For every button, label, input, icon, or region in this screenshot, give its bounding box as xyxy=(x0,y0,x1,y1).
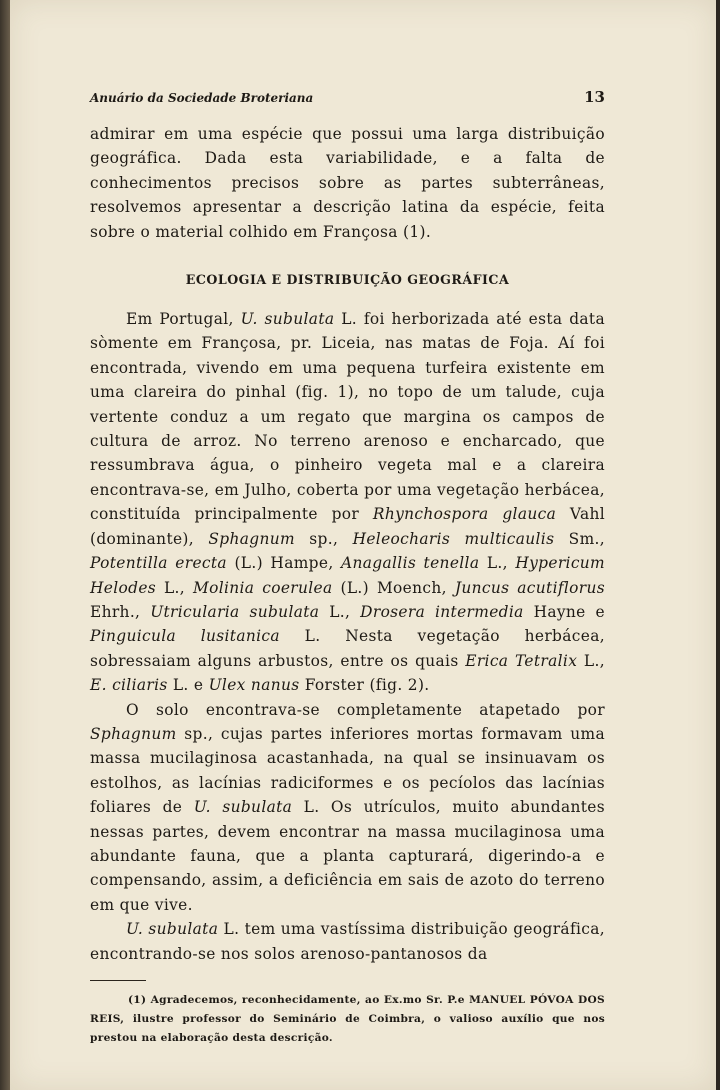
species-name: Drosera intermedia xyxy=(360,602,524,621)
book-page xyxy=(10,0,716,1090)
species-name: Erica Tetralix xyxy=(465,651,578,670)
paragraph-soil: O solo encontrava-se completamente atapetado por Sphagnum sp., cujas partes inferiores mortas formavam uma massa mucilaginosa acastanhada, na qual se insinuavam os estolhos, as lacínias radiciformes e os pecíolos das lacínias foliares de U. subulata L. Os utrículos, muito abundantes nessas partes, devem encontrar na massa mucilaginosa uma abundante fauna, que a planta capturará, digerindo-a e compensando, assim, a deficiência em sais de azoto do terreno em que vive. xyxy=(90,700,606,914)
species-name: Pinguicula lusitanica xyxy=(90,627,280,646)
running-header xyxy=(90,88,605,116)
footnote: (1) Agradecemos, reconhecidamente, ao Ex.mo Sr. P.e MANUEL PÓVOA DOS REIS, ilustre professor do Seminário de Coimbra, o valioso auxílio que nos prestou na elaboração desta descrição. xyxy=(90,994,605,1044)
species-name: Potentilla erecta xyxy=(90,554,227,573)
species-name: Sphagnum xyxy=(90,724,177,743)
species-name: Sphagnum xyxy=(208,529,295,548)
species-name: Anagallis tenella xyxy=(341,554,480,573)
journal-title: Anuário da Sociedade Broteriana xyxy=(90,91,314,105)
paragraph-intro: admirar em uma espécie que possui uma larga distribuição geográfica. Dada esta variabilidade, e a falta de conhecimentos precisos sobre as partes subterrâneas, resolvemos apresentar a descrição latina da espécie, feita sobre o material colhido em Françosa (1). xyxy=(90,125,605,241)
species-name: U. subulata xyxy=(193,798,293,817)
species-name: Ulex nanus xyxy=(208,676,300,695)
species-name: Rhynchospora glauca xyxy=(372,505,557,524)
species-name: Hypericum Helodes xyxy=(90,554,605,597)
section-heading: ECOLOGIA E DISTRIBUIÇÃO GEOGRÁFICA xyxy=(185,272,510,288)
species-name: Heleocharis multicaulis xyxy=(352,529,555,548)
paragraph-distribution: U. subulata L. tem uma vastíssima distribuição geográfica, encontrando-se nos solos arenoso-pantanosos da xyxy=(90,920,605,963)
species-name: Juncus acutiflorus xyxy=(454,578,605,597)
paragraph-ecology: Em Portugal, U. subulata L. foi herborizada até esta data sòmente em Françosa, pr. Liceia, nas matas de Foja. Aí foi encontrada, vivendo em uma pequena turfeira existente em uma clareira do pinhal (fig. 1), no topo de um talude, cuja vertente conduz a um regato que margina os campos de cultura de arroz. No terreno arenoso e encharcado, que ressumbrava água, o pinheiro vegeta mal e a clareira encontrava-se, em Julho, coberta por uma vegetação herbácea, constituída principalmente por Rhynchospora glauca Vahl (dominante), Sphagnum sp., Heleocharis multicaulis Sm., Potentilla erecta (L.) Hampe, Anagallis tenella L., Hypericum Helodes L., Molinia coerulea (L.) Moench, Juncus acutiflorus Ehrh., Utricularia subulata L., Drosera intermedia Hayne e Pinguicula lusitanica L. Nesta vegetação herbácea, sobressaiam alguns arbustos, entre os quais Erica Tetralix L., E. ciliaris L. e Ulex nanus Forster (fig. 2). xyxy=(90,310,606,695)
footnote-rule xyxy=(90,980,146,981)
species-name: Molinia coerulea xyxy=(192,578,333,597)
species-name: U. subulata xyxy=(240,310,335,329)
page-binding-edge xyxy=(0,0,10,1090)
species-name: Utricularia subulata xyxy=(150,602,320,621)
page-content xyxy=(90,88,605,1048)
species-name: E. ciliaris xyxy=(90,676,168,695)
species-name: U. subulata xyxy=(126,920,219,939)
page-number: 13 xyxy=(584,88,605,106)
